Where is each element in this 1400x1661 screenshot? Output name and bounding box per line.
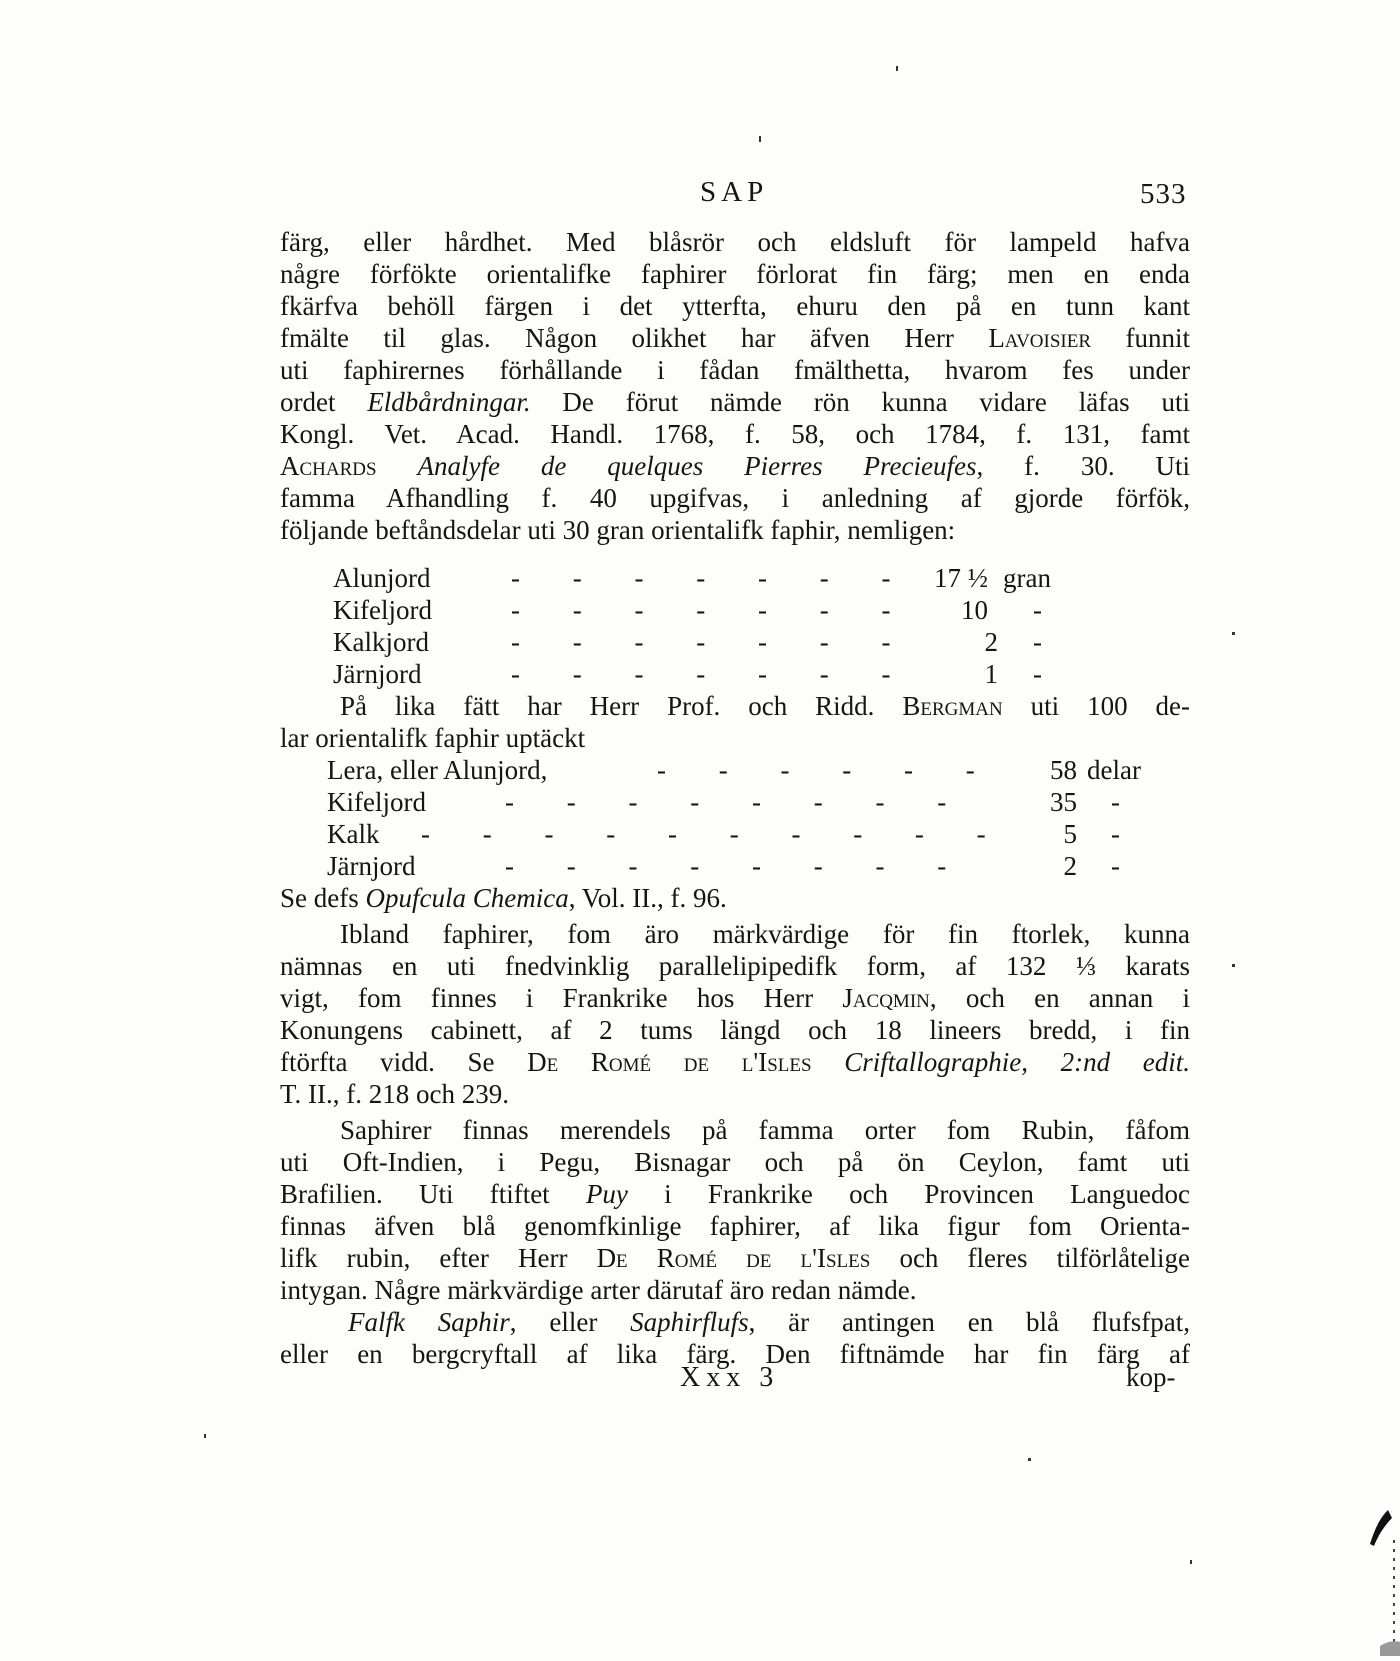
component-unit: - — [1111, 787, 1120, 817]
component-unit: delar — [1087, 755, 1141, 785]
leader-dashes: - - - - - - - - — [505, 851, 957, 881]
scan-speck — [1028, 1458, 1031, 1461]
component-name: Lera, eller Alunjord, — [327, 755, 548, 785]
text-line: färg, eller hårdhet. Med blåsrör och eldsluft för lampeld hafva — [280, 227, 1190, 257]
text-segment: lifk rubin, efter Herr — [280, 1243, 568, 1273]
italic-term: Saphirflufs — [630, 1307, 749, 1337]
text-line — [280, 1178, 1190, 1211]
text-line: intygan. Någre märkvärdige arter därutaf äro redan nämde. — [280, 1275, 917, 1305]
text-segment: ftörfta vidd. Se — [280, 1047, 495, 1077]
work-title: Opufcula Chemica — [365, 883, 569, 913]
text-segment: funnit — [1125, 323, 1190, 353]
scan-speck — [759, 136, 761, 142]
scan-speck — [1232, 632, 1235, 635]
text-line: lar orientalifk faphir uptäckt — [280, 723, 586, 753]
text-line — [280, 1242, 1190, 1275]
text-segment: , Vol. II., f. 96. — [568, 883, 727, 913]
text-segment: , f. 30. Uti — [976, 451, 1191, 481]
component-quantity: 5 — [1063, 819, 1077, 849]
text-segment: ordet — [280, 387, 336, 417]
person-name: Bergman — [902, 691, 1003, 721]
text-line: följande beftåndsdelar uti 30 gran orientalifk faphir, nemligen: — [280, 515, 956, 545]
text-line — [280, 882, 1190, 915]
text-line: fkärfva behöll färgen i det ytterfta, ehuru den på en tunn kant — [280, 291, 1190, 321]
text-segment: , eller — [509, 1307, 598, 1337]
component-name: Kifeljord — [333, 595, 432, 625]
text-line: Kongl. Vet. Acad. Handl. 1768, f. 58, och 1784, f. 131, famt — [280, 419, 1190, 449]
page-title: SAP — [700, 176, 769, 208]
component-quantity: 58 — [1050, 755, 1077, 785]
composition-row — [333, 594, 1133, 627]
text-line: T. II., f. 218 och 239. — [280, 1079, 509, 1109]
component-name: Järnjord — [333, 659, 422, 689]
text-segment: och fleres tilförlåtelige — [899, 1243, 1191, 1273]
leader-dashes: - - - - - - - — [511, 595, 901, 625]
signature-mark: Xxx 3 — [680, 1362, 780, 1393]
component-quantity: 2 — [1063, 851, 1077, 881]
italic-term: Puy — [585, 1179, 628, 1209]
person-name: Jacqmin — [842, 983, 930, 1013]
text-segment: i Frankrike och Provincen Languedoc — [664, 1179, 1191, 1209]
composition-row — [333, 562, 1133, 595]
composition-row — [327, 818, 1157, 851]
text-line: finnas äfven blå genomfkinlige faphirer, af lika figur fom Orienta- — [280, 1211, 1190, 1241]
text-line: eller en bergcryftall af lika färg. Den fiftnämde har fin färg af — [280, 1339, 1190, 1369]
text-line — [280, 450, 1190, 483]
text-line — [280, 1046, 1190, 1079]
composition-row — [333, 626, 1133, 659]
text-segment: Brafilien. Uti ftiftet — [280, 1179, 550, 1209]
scan-speck — [896, 66, 898, 71]
person-name: Achards — [280, 451, 377, 481]
component-name: Kalk — [327, 819, 380, 849]
running-head — [0, 176, 1400, 216]
component-unit: gran — [1003, 563, 1051, 593]
text-line — [348, 1306, 1190, 1339]
text-segment: uti 100 de- — [1030, 691, 1190, 721]
text-segment: fmälte til glas. Någon olikhet har äfven Herr — [280, 323, 954, 353]
text-segment: vigt, fom finnes i Frankrike hos Herr — [280, 983, 814, 1013]
component-unit: - — [1033, 659, 1042, 689]
component-unit: - — [1111, 819, 1120, 849]
text-segment: De förut nämde rön kunna vidare läfas uti — [562, 387, 1191, 417]
person-name: Lavoisier — [988, 323, 1092, 353]
component-unit: - — [1033, 627, 1042, 657]
text-line: nämnas en uti fnedvinklig parallelipipedifk form, af 132 ⅓ karats — [280, 951, 1190, 981]
catchword: kop- — [1126, 1362, 1176, 1392]
component-name: Alunjord — [333, 563, 431, 593]
leader-dashes: - - - - - - - — [511, 563, 901, 593]
scan-speck — [1232, 964, 1235, 967]
text-segment: På lika fätt har Herr Prof. och Ridd. — [340, 691, 875, 721]
composition-row — [327, 850, 1157, 883]
text-line: uti Oft-Indien, i Pegu, Bisnagar och på ön Ceylon, famt uti — [280, 1147, 1190, 1177]
work-title: Analyfe de quelques Pierres Precieufes — [417, 451, 977, 481]
component-quantity: 35 — [1050, 787, 1077, 817]
page-number: 533 — [1140, 178, 1187, 210]
italic-term: Eldbårdningar. — [367, 387, 531, 417]
text-line: Konungens cabinett, af 2 tums längd och 18 lineers bredd, i fin — [280, 1015, 1190, 1045]
composition-row — [327, 786, 1157, 819]
component-name: Kalkjord — [333, 627, 429, 657]
component-quantity: 17 ½ — [934, 563, 988, 593]
component-quantity: 1 — [984, 659, 998, 689]
scan-speck — [204, 1434, 206, 1438]
scan-speck — [1190, 1560, 1192, 1564]
page-edge-shadow — [1360, 1510, 1400, 1656]
text-line: Saphirer finnas merendels på famma orter fom Rubin, fåfom — [340, 1115, 1190, 1145]
text-line — [280, 386, 1190, 419]
work-title: Criftallographie, 2:nd edit. — [844, 1047, 1191, 1077]
component-unit: - — [1033, 595, 1042, 625]
text-segment: , och en annan i — [929, 983, 1191, 1013]
text-line — [280, 322, 1190, 355]
text-line: Ibland faphirer, fom äro märkvärdige för fin ftorlek, kunna — [340, 919, 1190, 949]
leader-dashes: - - - - - - - — [511, 659, 901, 689]
text-line — [340, 690, 1190, 723]
text-line: uti faphirernes förhållande i fådan fmälthetta, hvarom fes under — [280, 355, 1190, 385]
leader-dashes: - - - - - - - - — [505, 787, 957, 817]
text-segment: Se defs — [280, 883, 359, 913]
component-quantity: 10 — [961, 595, 988, 625]
component-name: Järnjord — [327, 851, 416, 881]
leader-dashes: - - - - - - - - - - — [421, 819, 996, 849]
text-line: famma Afhandling f. 40 upgifvas, i anledning af gjorde förfök, — [280, 483, 1190, 513]
text-segment: , är antingen en blå flufsfpat, — [748, 1307, 1190, 1337]
text-line: någre förfökte orientalifke faphirer förlorat fin färg; men en enda — [280, 259, 1190, 289]
person-name: De Romé de l'Isles — [527, 1047, 812, 1077]
component-name: Kifeljord — [327, 787, 426, 817]
person-name: De Romé de l'Isles — [596, 1243, 871, 1273]
component-quantity: 2 — [984, 627, 998, 657]
composition-row — [327, 754, 1157, 787]
italic-term: Falfk Saphir — [348, 1307, 510, 1337]
text-line — [280, 982, 1190, 1015]
composition-row — [333, 658, 1133, 691]
component-unit: - — [1111, 851, 1120, 881]
leader-dashes: - - - - - - — [657, 755, 985, 785]
leader-dashes: - - - - - - - — [511, 627, 901, 657]
